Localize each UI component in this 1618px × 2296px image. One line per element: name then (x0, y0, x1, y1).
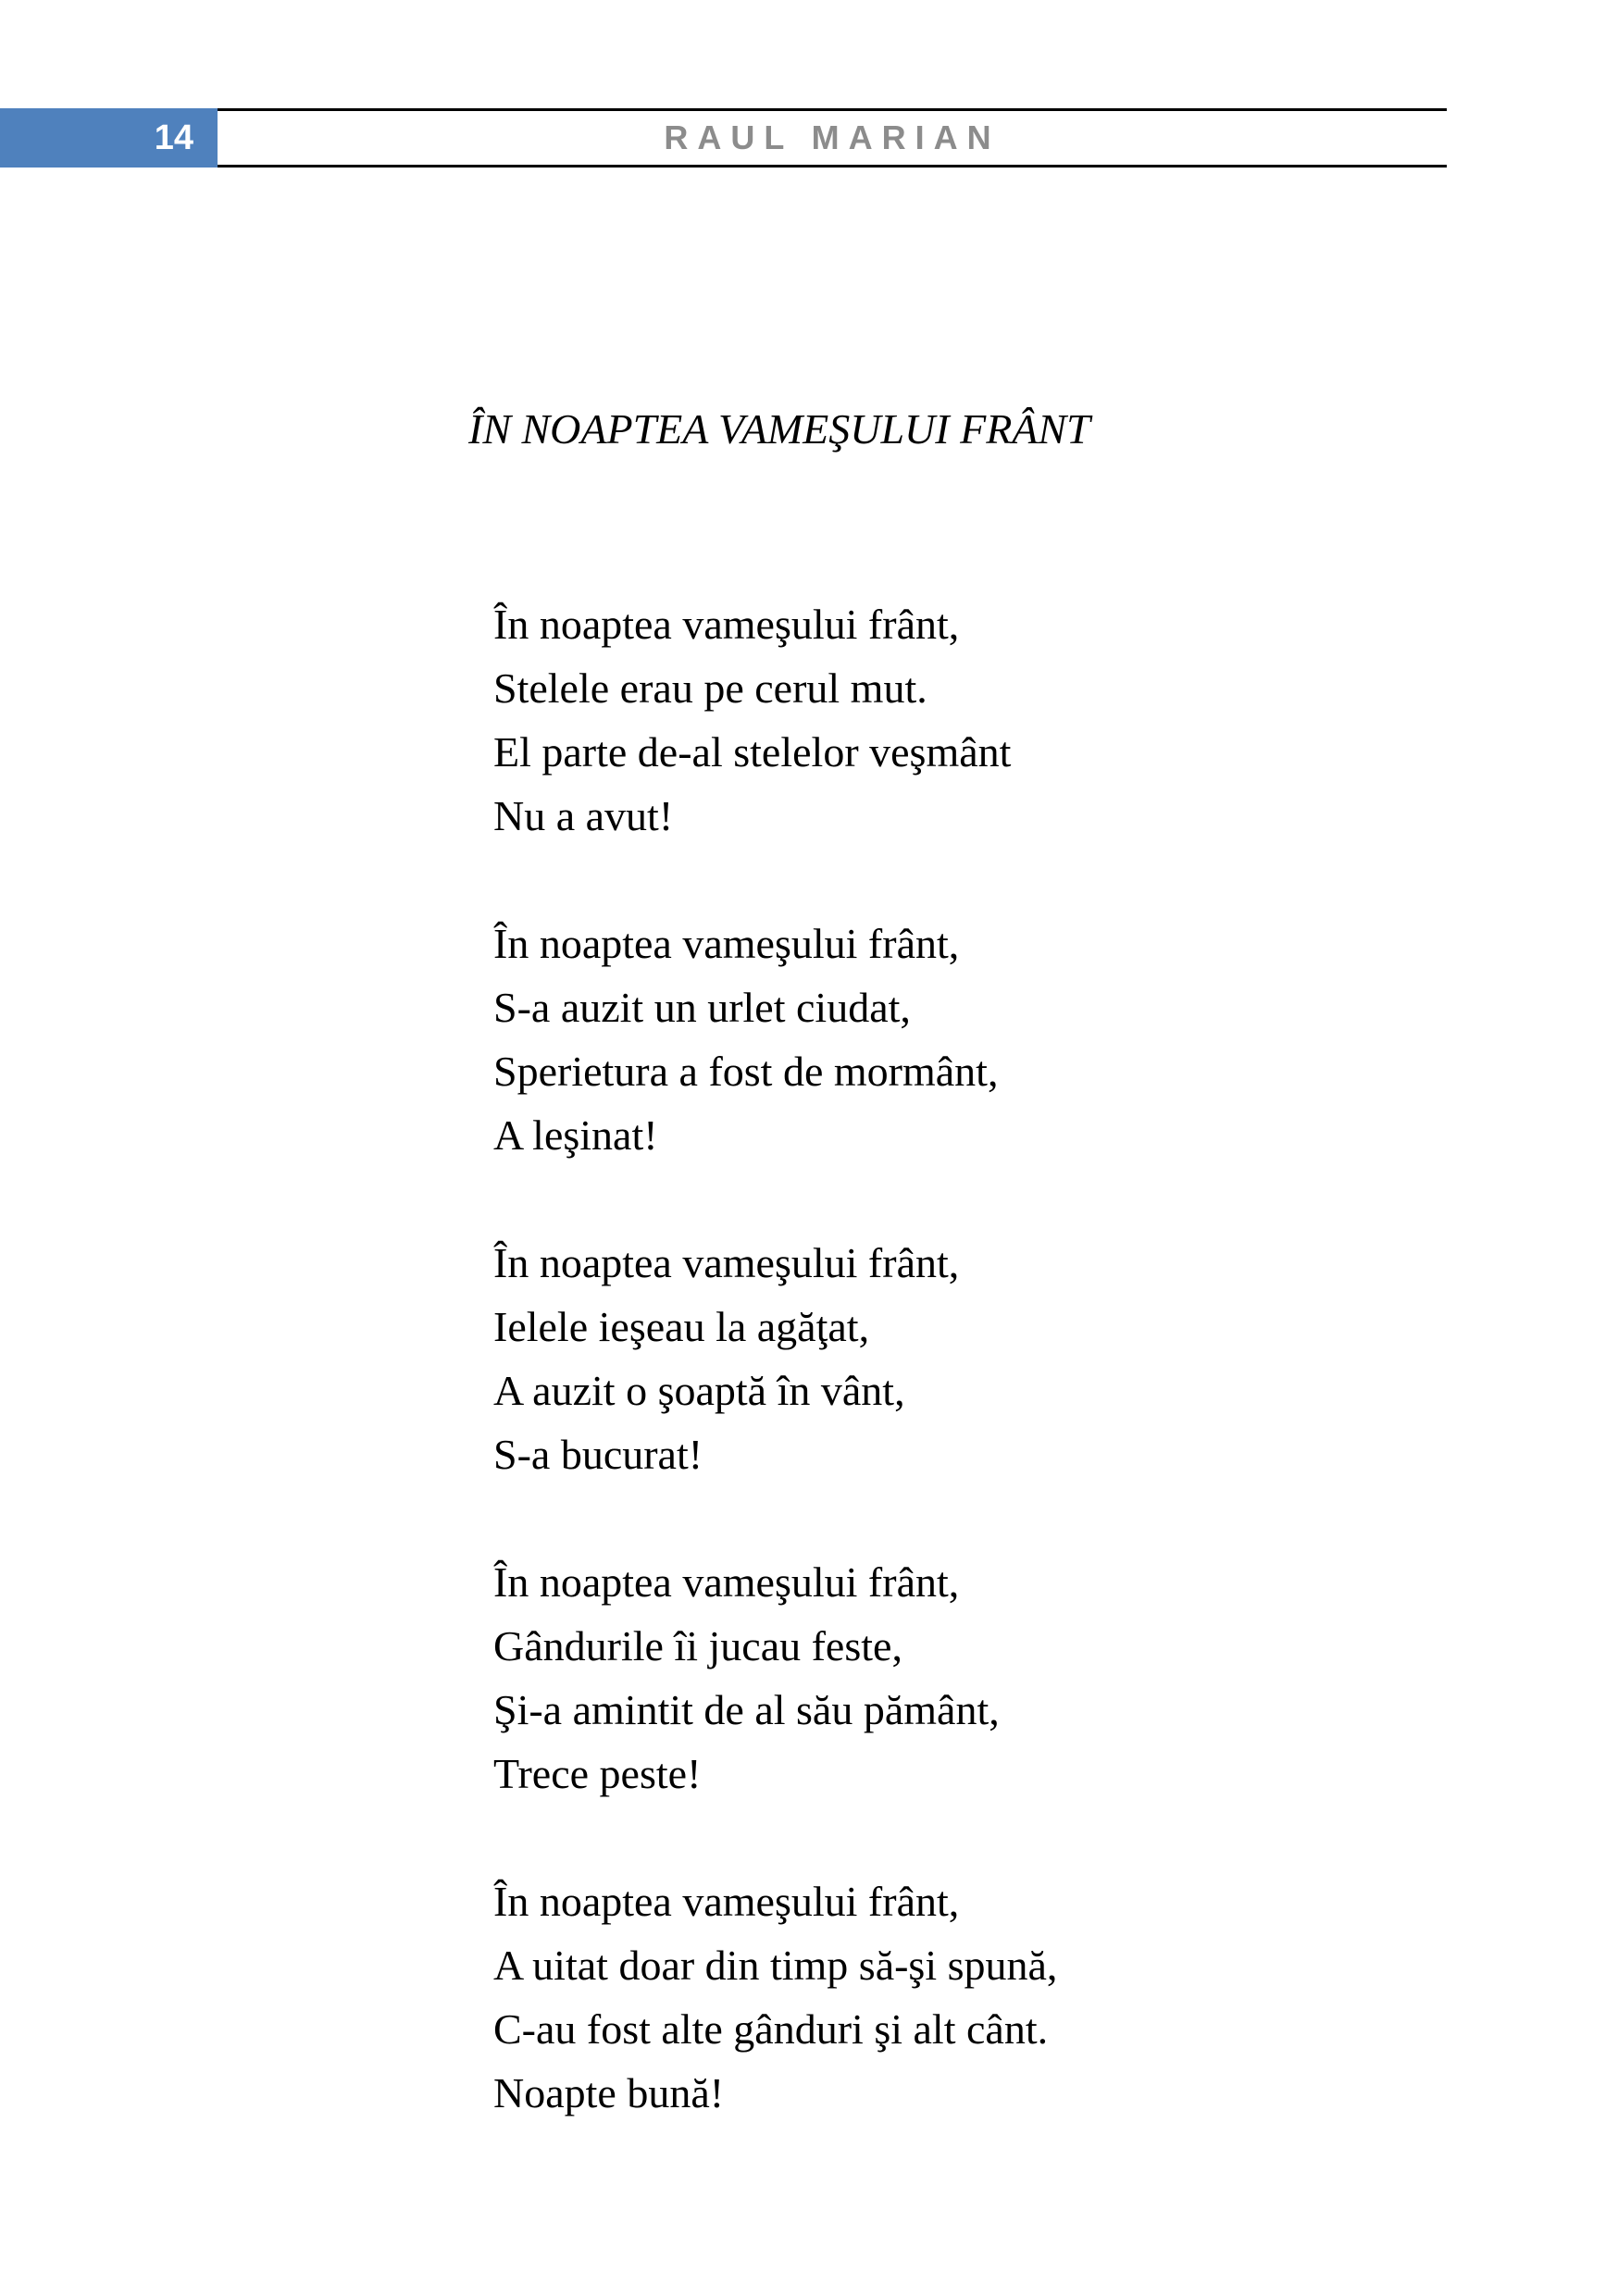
poem-line: Noapte bună! (493, 2069, 725, 2116)
poem-line: Sperietura a fost de mormânt, (493, 1048, 999, 1095)
poem-line: A leşinat! (493, 1111, 658, 1159)
running-header-author: RAUL MARIAN (664, 118, 1001, 156)
header-rule-bottom (218, 165, 1447, 168)
poem-line: Şi-a amintit de al său pământ, (493, 1686, 1000, 1733)
poem-line: În noaptea vameşului frânt, (493, 1558, 960, 1606)
stanza-5 (493, 1869, 1057, 2125)
poem-line: Trece peste! (493, 1750, 702, 1797)
poem-line: Ielele ieşeau la agăţat, (493, 1303, 870, 1350)
poem-line: Gândurile îi jucau feste, (493, 1622, 902, 1669)
poem-line: S-a bucurat! (493, 1431, 703, 1478)
poem-line: Nu a avut! (493, 792, 674, 839)
poem-line: În noaptea vameşului frânt, (493, 601, 960, 648)
stanza-2 (493, 912, 1057, 1167)
poem-line: În noaptea vameşului frânt, (493, 1239, 960, 1286)
poem-line: În noaptea vameşului frânt, (493, 920, 960, 967)
poem-line: A uitat doar din timp să-şi spună, (493, 1942, 1058, 1989)
poem-line: În noaptea vameşului frânt, (493, 1878, 960, 1925)
poem-line: S-a auzit un urlet ciudat, (493, 984, 911, 1031)
page-number: 14 (0, 108, 218, 168)
poem-line: A auzit o şoaptă în vânt, (493, 1367, 905, 1414)
stanza-4 (493, 1550, 1057, 1806)
stanza-3 (493, 1231, 1057, 1486)
poem-title: ÎN NOAPTEA VAMEŞULUI FRÂNT (468, 405, 1090, 453)
poem-line: El parte de-al stelelor veşmânt (493, 728, 1012, 776)
poem-line: Stelele erau pe cerul mut. (493, 664, 927, 712)
poem-line: C-au fost alte gânduri şi alt cânt. (493, 2005, 1049, 2053)
stanza-1 (493, 592, 1057, 848)
poem-body (493, 592, 1057, 2189)
